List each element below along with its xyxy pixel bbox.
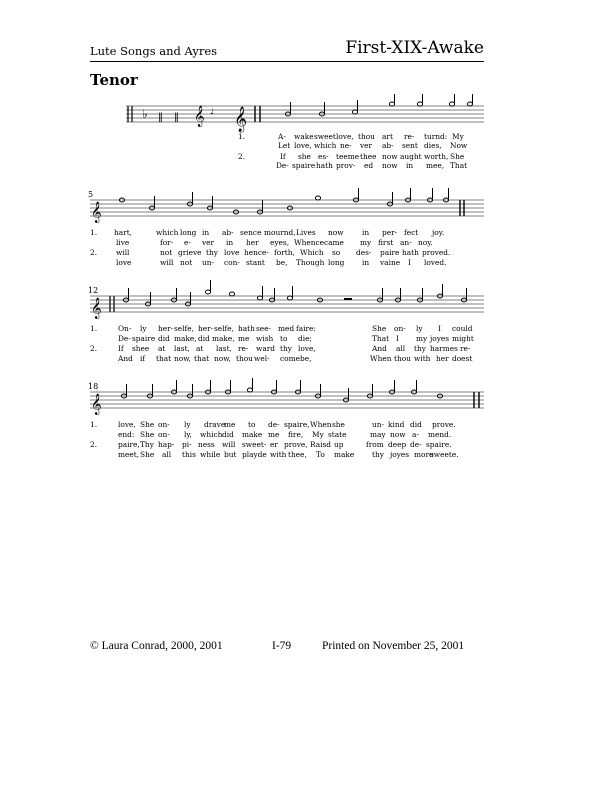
syllable: to: [248, 420, 256, 429]
syllable: joyes: [390, 450, 410, 459]
syllable: spaire.: [426, 440, 452, 449]
verse-number: 2.: [90, 440, 98, 449]
syllable: ly: [416, 324, 423, 333]
syllable: mend.: [428, 430, 452, 439]
syllable: love,: [118, 420, 136, 429]
syllable: ness: [198, 440, 215, 449]
syllable: make,: [174, 334, 197, 343]
syllable: My: [312, 430, 324, 439]
measure-number: 5: [88, 190, 94, 199]
syllable: end:: [118, 430, 135, 439]
syllable: vaine: [380, 258, 401, 267]
syllable: her-: [198, 324, 214, 333]
syllable: dies,: [424, 141, 442, 150]
verse-number: 2.: [90, 344, 98, 353]
syllable: re-: [404, 132, 415, 141]
lyric-line: [90, 420, 484, 430]
syllable: be,: [300, 354, 312, 363]
syllable: see-: [256, 324, 272, 333]
syllable: be,: [276, 258, 288, 267]
syllable: die;: [298, 334, 312, 343]
syllable: fire,: [288, 430, 304, 439]
syllable: hath: [238, 324, 255, 333]
syllable: will: [222, 440, 236, 449]
syllable: sweete.: [430, 450, 459, 459]
syllable: which: [200, 430, 223, 439]
staff-4: [90, 380, 484, 415]
syllable: on-: [158, 420, 170, 429]
print-date: Printed on November 25, 2001: [322, 640, 465, 652]
syllable: state: [328, 430, 347, 439]
piece-title: First-XIX-Awake: [345, 38, 484, 58]
syllable: e-: [184, 238, 191, 247]
syllable: eyes,: [270, 238, 290, 247]
syllable: which: [314, 141, 337, 150]
syllable: now: [382, 161, 398, 170]
syllable: Thy: [140, 440, 154, 449]
syllable: ab-: [222, 228, 234, 237]
syllable: if: [140, 354, 146, 363]
svg-text:‖: ‖: [158, 112, 163, 123]
syllable: not: [160, 248, 173, 257]
syllable: art: [382, 132, 393, 141]
syllable: mournd,: [264, 228, 296, 237]
syllable: ly: [184, 420, 191, 429]
syllable: more: [414, 450, 434, 459]
syllable: hap-: [158, 440, 175, 449]
syllable: up: [334, 440, 344, 449]
syllable: could: [452, 324, 473, 333]
syllable: at: [158, 344, 166, 353]
syllable: con-: [224, 258, 240, 267]
syllable: Though: [296, 258, 325, 267]
syllable: teeme: [336, 152, 360, 161]
syllable: spaire: [292, 161, 316, 170]
syllable: her: [436, 354, 449, 363]
syllable: me: [268, 430, 280, 439]
syllable: de-: [410, 440, 422, 449]
svg-text:‖: ‖: [174, 112, 179, 123]
syllable: wake: [294, 132, 314, 141]
syllable: at: [196, 344, 204, 353]
syllable: If: [280, 152, 286, 161]
measure-number: 12: [88, 286, 99, 295]
syllable: thy: [206, 248, 218, 257]
syllable: but: [224, 450, 237, 459]
syllable: thy: [414, 344, 426, 353]
header-rule: [90, 61, 484, 62]
lyric-line: [90, 324, 484, 334]
syllable: to: [280, 334, 288, 343]
syllable: She: [372, 324, 387, 333]
syllable: joy.: [432, 228, 445, 237]
syllable: proved.: [422, 248, 451, 257]
syllable: drave: [204, 420, 226, 429]
syllable: hart,: [114, 228, 133, 237]
syllable: And: [372, 344, 387, 353]
syllable: first: [378, 238, 394, 247]
syllable: My: [452, 132, 464, 141]
syllable: un-: [202, 258, 215, 267]
syllable: De-: [276, 161, 289, 170]
syllable: I: [408, 258, 411, 267]
syllable: a-: [412, 430, 419, 439]
syllable: my: [360, 238, 372, 247]
verse-number: 1.: [90, 420, 98, 429]
syllable: that: [194, 354, 210, 363]
syllable: in: [362, 258, 370, 267]
syllable: If: [118, 344, 124, 353]
syllable: which: [156, 228, 179, 237]
syllable: meet,: [118, 450, 140, 459]
verse-number: 2.: [238, 152, 246, 161]
copyright-notice: © Laura Conrad, 2000, 2001: [90, 640, 223, 652]
syllable: now: [382, 152, 398, 161]
syllable: did: [222, 430, 234, 439]
syllable: Lives: [296, 228, 316, 237]
syllable: thou: [236, 354, 253, 363]
syllable: selfe,: [214, 324, 234, 333]
syllable: prov-: [336, 161, 356, 170]
lyric-line: [90, 238, 484, 248]
syllable: paire: [380, 248, 400, 257]
syllable: grieve: [178, 248, 202, 257]
syllable: She: [140, 450, 155, 459]
syllable: last,: [216, 344, 232, 353]
syllable: thy: [372, 450, 384, 459]
lyric-line: [90, 450, 484, 460]
syllable: es-: [318, 152, 329, 161]
syllable: on-: [158, 430, 170, 439]
syllable: did: [158, 334, 170, 343]
syllable: That: [450, 161, 468, 170]
svg-text:𝄞: 𝄞: [91, 202, 102, 223]
syllable: thy: [280, 344, 292, 353]
syllable: come: [280, 354, 300, 363]
syllable: live: [116, 238, 130, 247]
syllable: paire,: [118, 440, 140, 449]
syllable: wel-: [254, 354, 270, 363]
voice-part-heading: Tenor: [90, 71, 138, 89]
syllable: me: [238, 334, 250, 343]
syllable: prove,: [284, 440, 308, 449]
syllable: came: [324, 238, 344, 247]
syllable: un-: [372, 420, 385, 429]
syllable: When: [370, 354, 392, 363]
syllable: Raisd: [310, 440, 332, 449]
syllable: She: [140, 420, 155, 429]
syllable: To: [316, 450, 325, 459]
syllable: prove.: [432, 420, 456, 429]
syllable: On-: [118, 324, 132, 333]
syllable: ly,: [184, 430, 192, 439]
syllable: sweet: [314, 132, 336, 141]
lyric-line: [90, 430, 484, 440]
lyric-line: [90, 334, 484, 344]
syllable: loved.: [424, 258, 447, 267]
syllable: sweet-: [242, 440, 267, 449]
syllable: I: [396, 334, 399, 343]
syllable: She: [140, 430, 155, 439]
syllable: me: [224, 420, 236, 429]
lyric-line: [90, 161, 484, 171]
syllable: make,: [212, 334, 235, 343]
syllable: an-: [400, 238, 412, 247]
svg-text:𝄞: 𝄞: [234, 107, 248, 132]
syllable: fect: [404, 228, 419, 237]
syllable: hence-: [244, 248, 269, 257]
verse-number: 1.: [90, 324, 98, 333]
syllable: playde: [242, 450, 267, 459]
svg-text:♭: ♭: [142, 107, 148, 121]
syllable: thee,: [288, 450, 307, 459]
syllable: doest: [452, 354, 473, 363]
syllable: for-: [160, 238, 174, 247]
page-number: I-79: [272, 640, 292, 652]
syllable: this: [182, 450, 196, 459]
syllable: love: [116, 258, 132, 267]
syllable: that: [156, 354, 172, 363]
syllable: des-: [356, 248, 372, 257]
syllable: ne-: [340, 141, 352, 150]
syllable: love,: [294, 141, 312, 150]
syllable: A-: [278, 132, 286, 141]
syllable: stant: [246, 258, 265, 267]
syllable: love,: [298, 344, 316, 353]
syllable: all: [162, 450, 172, 459]
syllable: I: [438, 324, 441, 333]
syllable: forth,: [274, 248, 295, 257]
lyric-line: [90, 344, 484, 354]
syllable: not: [180, 258, 193, 267]
syllable: pi-: [182, 440, 192, 449]
syllable: now: [390, 430, 406, 439]
syllable: When: [310, 420, 332, 429]
syllable: love: [224, 248, 240, 257]
syllable: will: [116, 248, 130, 257]
syllable: She: [450, 152, 465, 161]
syllable: all: [396, 344, 406, 353]
syllable: ly: [140, 324, 147, 333]
syllable: re-: [460, 344, 471, 353]
lyric-line: [90, 354, 484, 364]
syllable: shee: [132, 344, 150, 353]
syllable: my: [416, 334, 428, 343]
syllable: faire:: [296, 324, 316, 333]
syllable: long: [180, 228, 197, 237]
syllable: That: [372, 334, 390, 343]
staff-1: [90, 100, 484, 132]
lyric-line: [90, 440, 484, 450]
syllable: love,: [336, 132, 354, 141]
svg-text:𝄞: 𝄞: [91, 394, 102, 415]
syllable: turnd:: [424, 132, 448, 141]
syllable: Whence: [294, 238, 325, 247]
syllable: last,: [174, 344, 190, 353]
syllable: Let: [278, 141, 291, 150]
syllable: Now: [450, 141, 468, 150]
syllable: ver: [202, 238, 215, 247]
syllable: joyes: [430, 334, 450, 343]
syllable: in: [226, 238, 234, 247]
syllable: ver: [360, 141, 373, 150]
syllable: so: [332, 248, 341, 257]
syllable: long: [328, 258, 345, 267]
syllable: mee,: [426, 161, 445, 170]
syllable: sent: [402, 141, 418, 150]
syllable: make: [242, 430, 263, 439]
syllable: now: [328, 228, 344, 237]
measure-number: 18: [88, 382, 99, 391]
syllable: might: [452, 334, 474, 343]
syllable: And: [118, 354, 133, 363]
syllable: may: [370, 430, 386, 439]
syllable: hath: [402, 248, 419, 257]
syllable: harmes: [430, 344, 458, 353]
svg-text:𝄞: 𝄞: [194, 106, 205, 127]
syllable: re-: [238, 344, 249, 353]
syllable: ab-: [382, 141, 394, 150]
syllable: ward: [256, 344, 275, 353]
syllable: per-: [382, 228, 398, 237]
syllable: sence: [240, 228, 262, 237]
syllable: selfe,: [174, 324, 194, 333]
syllable: worth,: [424, 152, 449, 161]
syllable: did: [410, 420, 422, 429]
lyric-line: [90, 141, 484, 151]
syllable: spaire: [132, 334, 156, 343]
syllable: she: [298, 152, 311, 161]
syllable: thou: [358, 132, 375, 141]
verse-number: 2.: [90, 248, 98, 257]
staff-2: [90, 188, 484, 223]
syllable: spaire,: [284, 420, 310, 429]
syllable: De-: [118, 334, 131, 343]
syllable: with: [414, 354, 431, 363]
syllable: with: [270, 450, 287, 459]
syllable: hath: [316, 161, 333, 170]
lyric-line: [90, 228, 484, 238]
syllable: her-: [158, 324, 174, 333]
syllable: make: [334, 450, 355, 459]
verse-number: 1.: [238, 132, 246, 141]
syllable: wish: [256, 334, 274, 343]
syllable: noy.: [418, 238, 433, 247]
syllable: on-: [394, 324, 406, 333]
syllable: aught: [400, 152, 422, 161]
syllable: deep: [388, 440, 407, 449]
syllable: now,: [174, 354, 192, 363]
syllable: now,: [214, 354, 232, 363]
syllable: in: [362, 228, 370, 237]
syllable: de-: [268, 420, 280, 429]
syllable: med: [278, 324, 295, 333]
syllable: Which: [300, 248, 324, 257]
staff-3: [90, 284, 484, 319]
syllable: did: [198, 334, 210, 343]
syllable: in: [202, 228, 210, 237]
syllable: kind: [388, 420, 405, 429]
syllable: she: [332, 420, 345, 429]
syllable: from: [366, 440, 384, 449]
syllable: in: [406, 161, 414, 170]
lyric-line: [90, 258, 484, 268]
syllable: while: [200, 450, 221, 459]
syllable: thou: [394, 354, 411, 363]
syllable: her: [246, 238, 259, 247]
syllable: er: [270, 440, 278, 449]
syllable: ed: [364, 161, 374, 170]
verse-number: 1.: [90, 228, 98, 237]
syllable: will: [160, 258, 174, 267]
book-title: Lute Songs and Ayres: [90, 44, 218, 58]
lyric-line: [90, 248, 484, 258]
svg-text:♩: ♩: [210, 107, 214, 116]
svg-text:𝄞: 𝄞: [91, 298, 102, 319]
syllable: thee: [360, 152, 377, 161]
